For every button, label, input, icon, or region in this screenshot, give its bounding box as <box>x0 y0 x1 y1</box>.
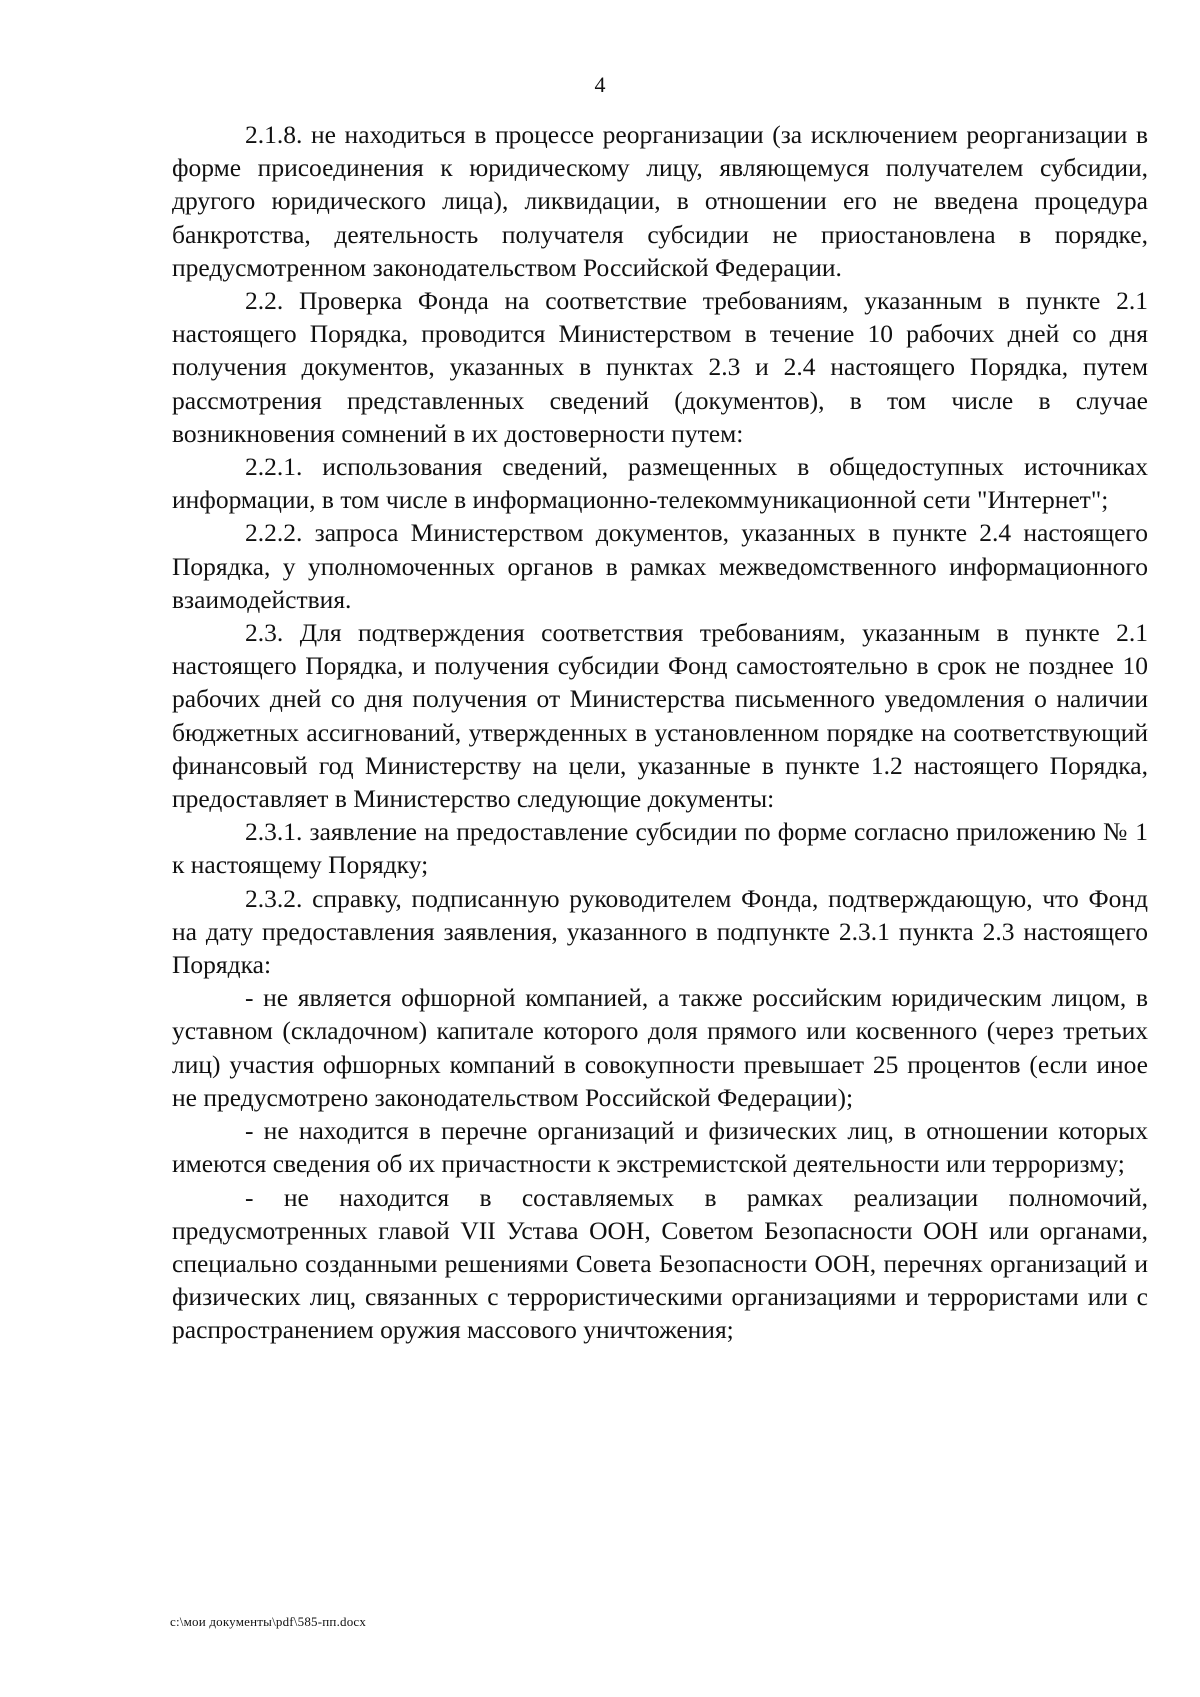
paragraph-2-2: 2.2. Проверка Фонда на соответствие требованиям, указанным в пункте 2.1 настоящего Порядка, проводится Министерством в течение 10 рабочих дней со дня получения документов, указанных в пунктах 2.3 и 2.4 настоящего Порядка, путем рассмотрения представленных сведений (документов), в том числе в случае возникновения сомнений в их достоверности путем: <box>172 286 1148 448</box>
paragraph-2-2-2: 2.2.2. запроса Министерством документов, указанных в пункте 2.4 настоящего Порядка, у уполномоченных органов в рамках межведомственного информационного взаимодействия. <box>172 518 1148 614</box>
paragraph-2-1-8: 2.1.8. не находиться в процессе реорганизации (за исключением реорганизации в форме присоединения к юридическому лицу, являющемуся получателем субсидии, другого юридического лица), ликвидации, в отношении его не введена процедура банкротства, деятельность получателя субсидии не приостановлена в порядке, предусмотренном законодательством Российской Федерации. <box>172 120 1148 282</box>
paragraph-2-3-2: 2.3.2. справку, подписанную руководителем Фонда, подтверждающую, что Фонд на дату предоставления заявления, указанного в подпункте 2.3.1 пункта 2.3 настоящего Порядка: <box>172 883 1148 980</box>
list-item-un-sanctions: - не находится в составляемых в рамках реализации полномочий, предусмотренных главой VII Устава ООН, Советом Безопасности ООН или органами, специально созданными решениями Совета Безопасности ООН, перечнях организаций и физических лиц, связанных с террористическими организациями и террористами или с распространением оружия массового уничтожения; <box>172 1182 1148 1345</box>
paragraph-2-2-1: 2.2.1. использования сведений, размещенных в общедоступных источниках информации, в том числе в информационно-телекоммуникационной сети "Интернет"; <box>172 452 1148 515</box>
list-item-extremism: - не находится в перечне организаций и физических лиц, в отношении которых имеются сведения об их причастности к экстремистской деятельности или терроризму; <box>172 1116 1148 1179</box>
paragraph-2-3-1: 2.3.1. заявление на предоставление субсидии по форме согласно приложению № 1 к настоящему Порядку; <box>172 817 1148 880</box>
paragraph-2-3: 2.3. Для подтверждения соответствия требованиям, указанным в пункте 2.1 настоящего Порядка, и получения субсидии Фонд самостоятельно в срок не позднее 10 рабочих дней со дня получения от Министерства письменного уведомления о наличии бюджетных ассигнований, утвержденных в установленном порядке на соответствующий финансовый год Министерству на цели, указанные в пункте 1.2 настоящего Порядка, предоставляет в Министерство следующие документы: <box>172 618 1148 814</box>
document-body <box>172 118 1148 1347</box>
footer-file-path: c:\мои документы\pdf\585-пп.docx <box>170 1614 367 1629</box>
list-item-offshore: - не является офшорной компанией, а также российским юридическим лицом, в уставном (складочном) капитале которого доля прямого или косвенного (через третьих лиц) участия офшорных компаний в совокупности превышает 25 процентов (если иное не предусмотрено законодательством Российской Федерации); <box>172 983 1148 1112</box>
page-number: 4 <box>594 72 606 97</box>
